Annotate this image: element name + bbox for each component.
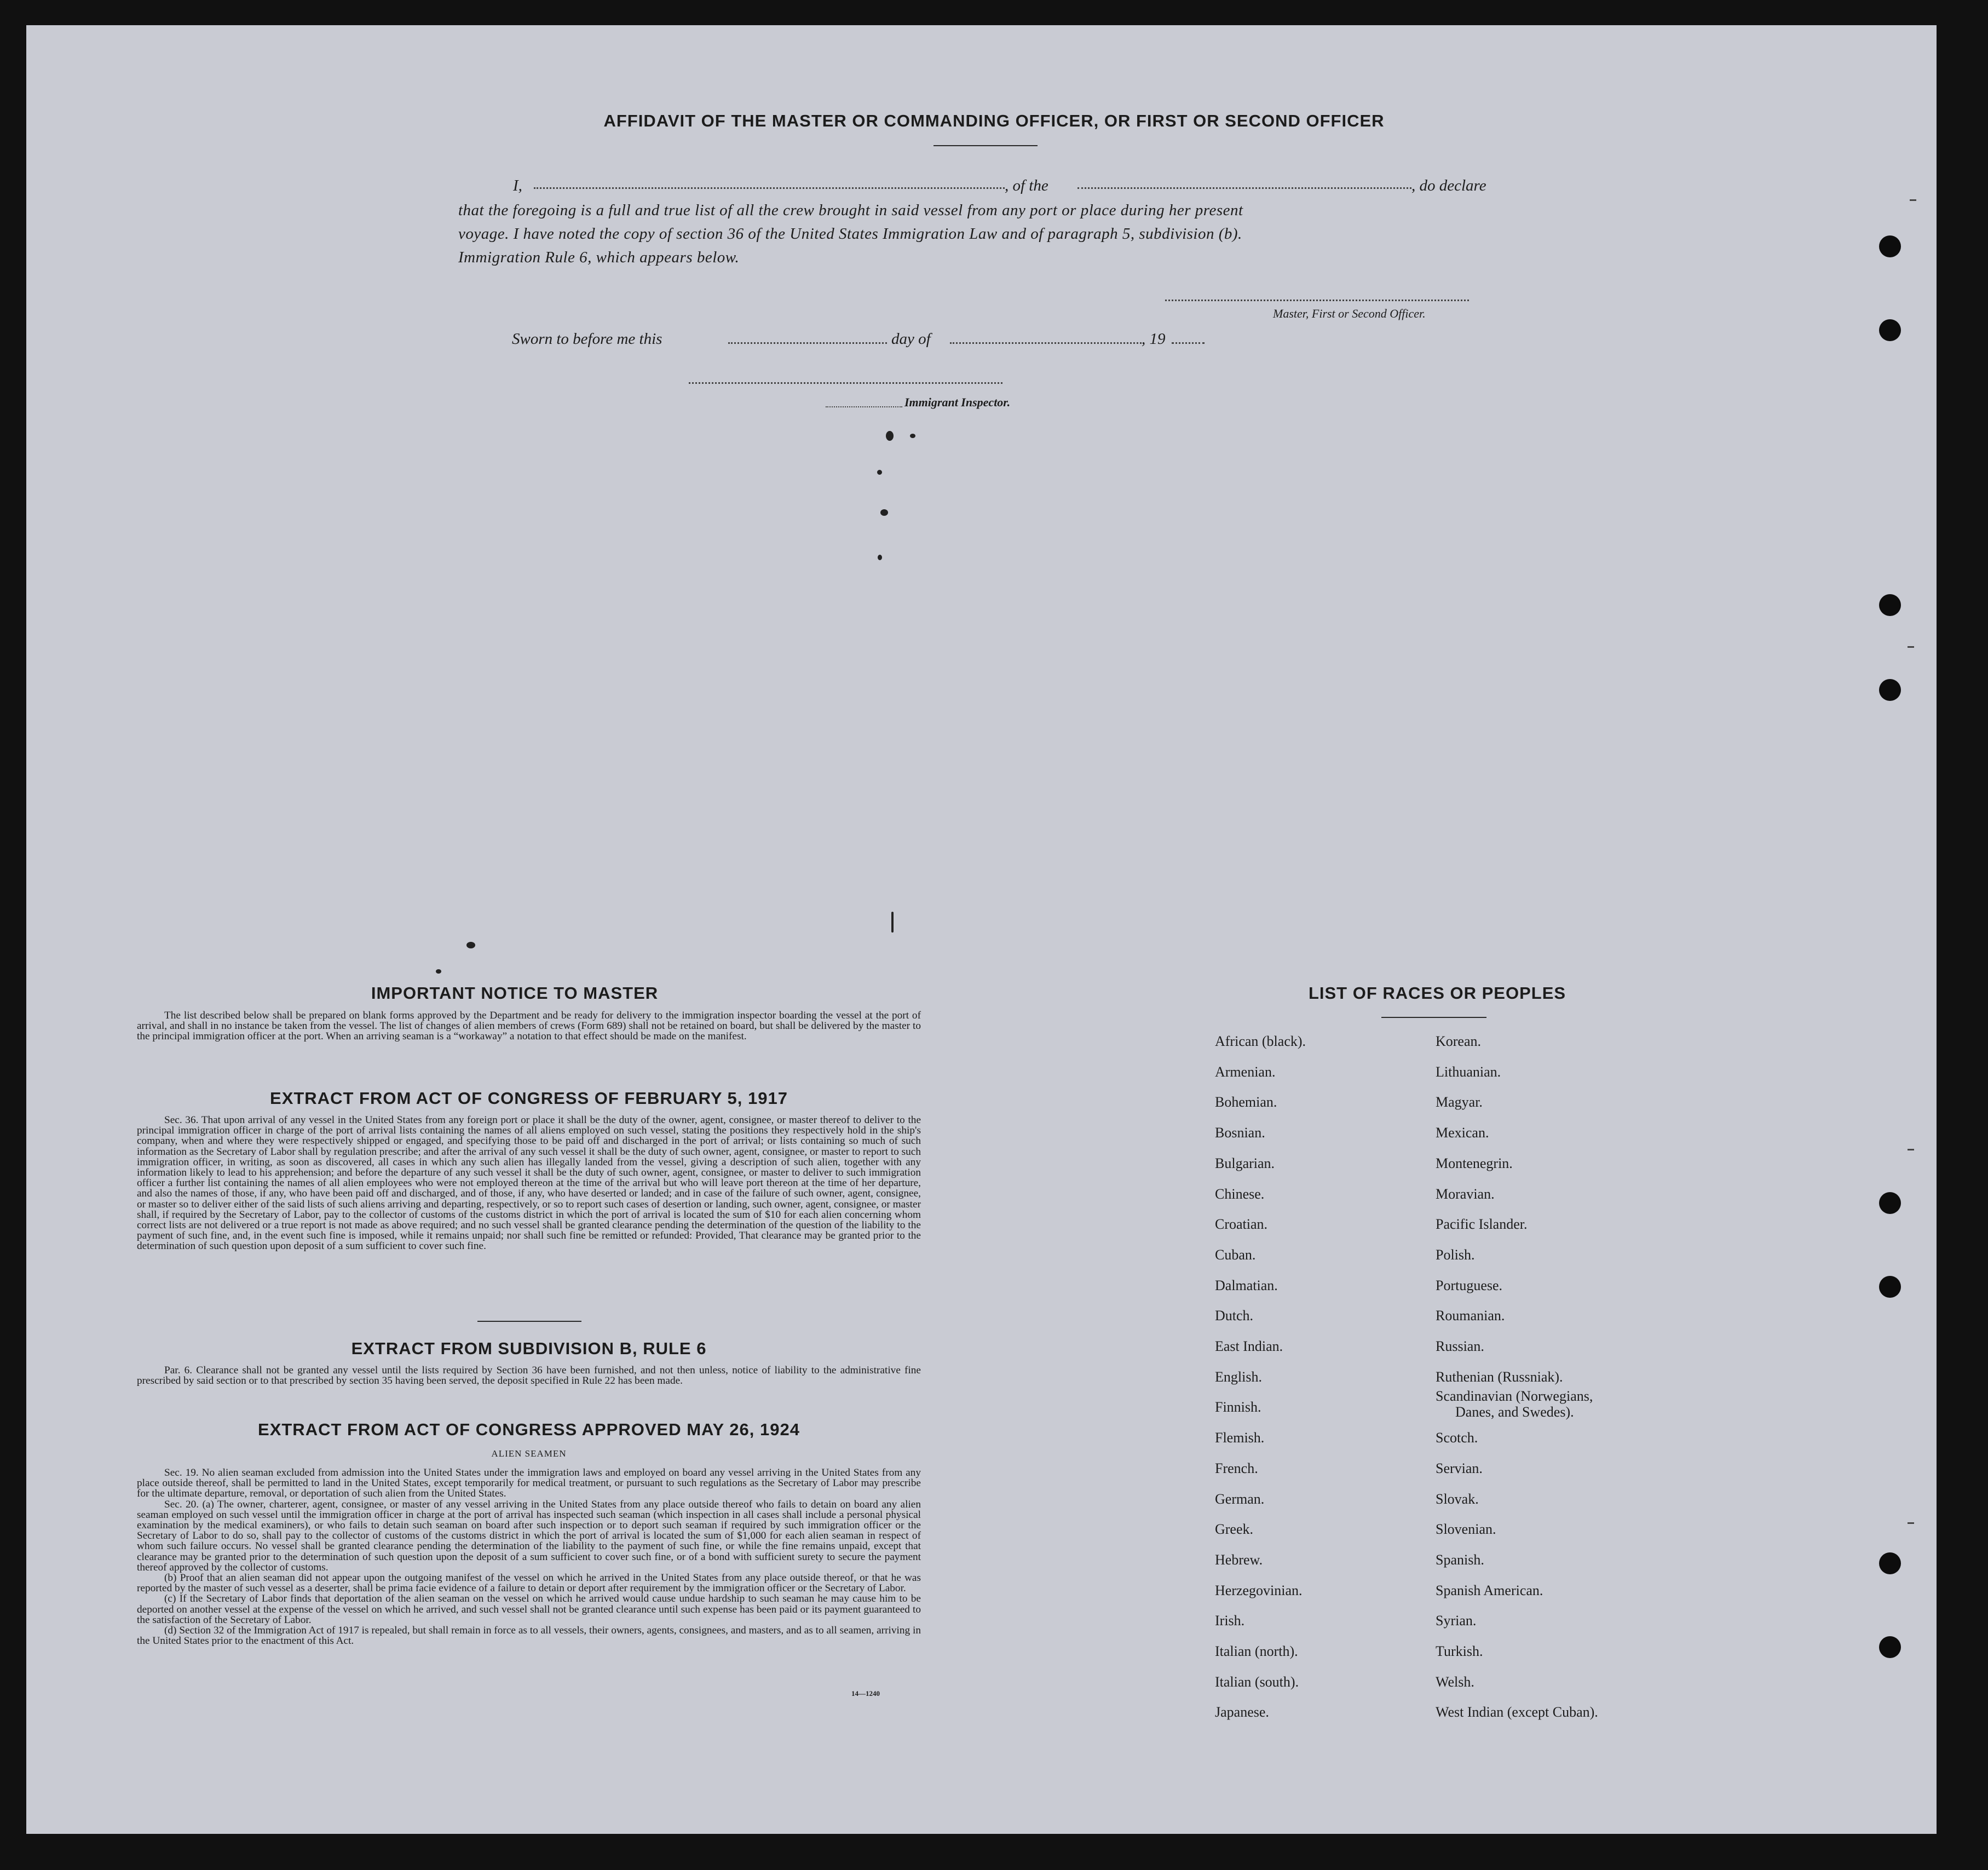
punch-hole (1879, 319, 1901, 341)
punch-hole (1879, 1636, 1901, 1658)
inspector-label: Immigrant Inspector. (904, 395, 1011, 409)
day-of-label: day of (891, 330, 931, 348)
extract-1917-body (137, 1115, 921, 1252)
par-6-paragraph: Par. 6. Clearance shall not be granted any vessel until the lists required by Section 36 have been furnished, and not then unless, notice of liability to the administrative fine prescribed by said section or to that prescribed by section 35 having been served, the deposit specified in Rule 22 has been made. (137, 1365, 921, 1387)
inspector-signature-line[interactable] (689, 382, 1002, 384)
punch-hole (1879, 679, 1901, 701)
sec-20b-paragraph: (b) Proof that an alien seaman did not appear upon the outgoing manifest of the vessel on which he arrived in the United States from any place outside thereof, or that he was reported by the master of such vessel as a deserter, shall be prima facie evidence of a failure to detain or deport after requirement by the immigration officer or the Secretary of Labor. (137, 1572, 921, 1595)
race-entry: Chinese. (1215, 1186, 1265, 1202)
race-entry: Italian (north). (1215, 1643, 1298, 1659)
sec-20a-paragraph: Sec. 20. (a) The owner, charterer, agent, consignee, or master of any vessel arriving in the United States from any place outside thereof who fails to detain on board any alien seaman employed on such vessel until the immigration officer in charge at the port of arrival has inspected such seaman (which inspection in all cases shall include a personal physical examination by the medical examiners), or who fails to detain such seaman on board after such inspection or to deport such seaman if required by such immigration officer or the Secretary of Labor to do so, shall pay to the collector of customs of the customs district in which the port of arrival is located the sum of $1,000 for each alien seaman in respect of whom such failure occurs. No vessel shall be granted clearance pending the determination of the liability to the payment of such fine, or while the fine remains unpaid, except that clearance may be granted prior to the determination of such question upon the deposit of a sum sufficient to cover such fine, or of a bond with sufficient surety to secure the payment thereof approved by the collector of customs. (137, 1498, 921, 1573)
race-entry: German. (1215, 1491, 1265, 1507)
race-entry: Welsh. (1436, 1673, 1474, 1690)
master-signature-label: Master, First or Second Officer. (1273, 307, 1426, 320)
ink-mark (878, 555, 882, 560)
race-entry: Cuban. (1215, 1246, 1256, 1263)
ink-mark (880, 509, 888, 516)
race-entry: Pacific Islander. (1436, 1216, 1528, 1233)
master-signature-line[interactable] (1165, 300, 1469, 301)
sec-20d-paragraph: (d) Section 32 of the Immigration Act of 1917 is repealed, but shall remain in force as to all vessels, their owners, agents, consignees, and masters, and as to all seamen, arriving in the United States prior to the enactment of this Act. (137, 1625, 921, 1647)
race-entry: Lithuanian. (1436, 1063, 1501, 1080)
race-entry: Armenian. (1215, 1063, 1276, 1080)
ink-mark (886, 431, 894, 441)
race-entry: Hebrew. (1215, 1551, 1263, 1568)
race-entry: Italian (south). (1215, 1673, 1299, 1690)
ink-mark (910, 434, 915, 438)
race-entry: Syrian. (1436, 1613, 1477, 1629)
extract-rule6-title: EXTRACT FROM SUBDIVISION B, RULE 6 (351, 1339, 707, 1358)
edge-mark (1908, 1149, 1914, 1150)
race-entry: Croatian. (1215, 1216, 1268, 1233)
extract-1924-body (137, 1468, 921, 1646)
affidavit-i: I, (513, 177, 522, 194)
affidavit-line-4: Immigration Rule 6, which appears below. (458, 249, 740, 266)
ink-mark (436, 969, 441, 974)
race-entry: Korean. (1436, 1033, 1482, 1049)
edge-mark (1908, 1522, 1914, 1524)
race-entry: African (black). (1215, 1033, 1306, 1049)
race-entry: Bulgarian. (1215, 1155, 1275, 1171)
ink-mark (877, 470, 882, 475)
race-entry: Scandinavian (Norwegians, (1436, 1388, 1593, 1405)
race-entry: Herzegovinian. (1215, 1582, 1303, 1598)
race-entry: Polish. (1436, 1246, 1475, 1263)
race-entry-continuation: Danes, and Swedes). (1455, 1404, 1574, 1420)
edge-mark (1908, 646, 1914, 648)
race-entry: French. (1215, 1460, 1258, 1476)
ink-mark (466, 942, 475, 948)
extract-rule6-body (137, 1365, 921, 1386)
year-label: , 19 (1142, 330, 1166, 348)
sworn-year-blank[interactable] (1172, 342, 1205, 344)
title-underline (934, 145, 1038, 146)
extract-1924-title: EXTRACT FROM ACT OF CONGRESS APPROVED MAY 26, 1924 (258, 1420, 800, 1439)
race-entry: Servian. (1436, 1460, 1483, 1476)
race-entry: Japanese. (1215, 1704, 1269, 1721)
affidavit-of-the: , of the (1005, 177, 1048, 194)
races-title: LIST OF RACES OR PEOPLES (1308, 983, 1566, 1003)
affidavit-line-3: voyage. I have noted the copy of section 36 of the United States Immigration Law and of paragraph 5, subdivision (b). (458, 225, 1242, 243)
race-entry: Bosnian. (1215, 1125, 1265, 1141)
race-entry: Turkish. (1436, 1643, 1483, 1659)
punch-hole (1879, 235, 1901, 257)
race-entry: Magyar. (1436, 1094, 1483, 1111)
edge-mark (1910, 199, 1916, 201)
sec-20c-paragraph: (c) If the Secretary of Labor finds that deportation of the alien seaman on the vessel on which he arrived would cause undue hardship to such seaman he may cause him to be deported on another vessel at the expense of the vessel on which he arrived, and such vessel shall not be granted clearance until such expense has been paid or its payment guaranteed to the satisfaction of the Secretary of Labor. (137, 1593, 921, 1626)
notice-title: IMPORTANT NOTICE TO MASTER (371, 983, 659, 1003)
race-entry: English. (1215, 1368, 1262, 1385)
race-entry: Greek. (1215, 1521, 1254, 1538)
punch-hole (1879, 1276, 1901, 1298)
affidavit-title: AFFIDAVIT OF THE MASTER OR COMMANDING OFFICER, OR FIRST OR SECOND OFFICER (603, 111, 1385, 130)
race-entry: Spanish American. (1436, 1582, 1543, 1598)
races-title-underline (1381, 1017, 1486, 1018)
race-entry: Roumanian. (1436, 1308, 1505, 1324)
race-entry: Slovak. (1436, 1491, 1479, 1507)
section-36-paragraph: Sec. 36. That upon arrival of any vessel in the United States from any foreign port or place it shall be the duty of the owner, agent, consignee, or master thereof to deliver to the principal immigration officer in charge of the port of arrival lists containing the names of all aliens employed on such vessel, stating the positions they respectively hold in the ship's company, when and where they were respectively shipped or engaged, and specifying those to be paid off and discharged in the port of arrival; or lists containing so much of such information as the Secretary of Labor shall by regulation prescribe; and after the arrival of any such vessel it shall be the duty of such owner, agent, consignee, or master to report to such immigration officer, in writing, as soon as discovered, all cases in which any such alien has illegally landed from the vessel, giving a description of such alien, together with any information likely to lead to his apprehension; and before the departure of any such vessel it shall be the duty of such owner, agent, consignee, or master to deliver to such immigration officer a further list containing the names of all alien employees who were not employed thereon at the time of the arrival but who will leave port thereon at the time of her departure, and also the names of those, if any, who have been paid off and discharged, and of those, if any, who have deserted or landed; and in case of the failure of such owner, agent, consignee, or master so to deliver either of the said lists of such aliens arriving and departing, respectively, or so to report such cases of desertion or landing, such owner, agent, consignee, or master shall, if required by the Secretary of Labor, pay to the collector of customs of the customs district in which the port of arrival is located the sum of $10 for each alien concerning whom correct lists are not delivered or a true report is not made as above required; and no such vessel shall be granted clearance pending the determination of the question of the liability to the payment of such fine, and, in the event such fine is imposed, while it remains unpaid; nor shall such fine be remitted or refunded: Provided, That clearance may be granted prior to the determination of such question upon deposit of a sum sufficient to cover such fine. (137, 1114, 921, 1252)
race-entry: West Indian (except Cuban). (1436, 1704, 1598, 1721)
alien-seamen-subtitle: ALIEN SEAMEN (491, 1448, 567, 1459)
race-entry: Montenegrin. (1436, 1155, 1513, 1171)
sworn-day-blank[interactable] (728, 342, 887, 344)
race-entry: Slovenian. (1436, 1521, 1496, 1538)
race-entry: Portuguese. (1436, 1277, 1503, 1293)
vessel-blank[interactable] (1077, 187, 1411, 189)
sworn-label: Sworn to before me this (512, 330, 662, 348)
notice-paragraph: The list described below shall be prepared on blank forms approved by the Department and be ready for delivery to the immigration inspector boarding the vessel at the port of arrival, and shall in no instance be taken from the vessel. The list of changes of alien members of crews (Form 689) shall not be retained on board, but shall be delivered by the master to the principal immigration officer at the port. When an arriving seaman is a “workaway” a notation to that effect should be made on the manifest. (137, 1010, 921, 1043)
race-entry: Moravian. (1436, 1186, 1495, 1202)
sec-19-paragraph: Sec. 19. No alien seaman excluded from admission into the United States under the immigration laws and employed on board any vessel arriving in the United States from any place outside thereof, shall be permitted to land in the United States, except temporarily for medical treatment, or pursuant to such regulations as the Secretary of Labor may prescribe for the ultimate departure, removal, or deportation of such alien from the United States. (137, 1467, 921, 1500)
punch-hole (1879, 1192, 1901, 1214)
notice-body (137, 1010, 921, 1042)
race-entry: Dalmatian. (1215, 1277, 1278, 1293)
race-entry: East Indian. (1215, 1338, 1283, 1354)
race-entry: Bohemian. (1215, 1094, 1277, 1111)
punch-hole (1879, 1552, 1901, 1574)
affidavit-do-declare: , do declare (1411, 177, 1486, 194)
extract-1917-end-rule (477, 1321, 581, 1322)
inspector-signature-line-short (826, 406, 902, 407)
race-entry: Irish. (1215, 1613, 1245, 1629)
extract-1917-title: EXTRACT FROM ACT OF CONGRESS OF FEBRUARY 5, 1917 (270, 1089, 788, 1108)
race-entry: Scotch. (1436, 1430, 1478, 1446)
race-entry: Ruthenian (Russniak). (1436, 1368, 1563, 1385)
race-entry: Mexican. (1436, 1125, 1489, 1141)
race-entry: Flemish. (1215, 1430, 1265, 1446)
sworn-month-blank[interactable] (950, 342, 1142, 344)
name-blank[interactable] (534, 187, 1005, 189)
race-entry: Finnish. (1215, 1399, 1261, 1416)
punch-hole (1879, 594, 1901, 616)
ink-mark (891, 912, 894, 933)
race-entry: Russian. (1436, 1338, 1484, 1354)
race-entry: Dutch. (1215, 1308, 1254, 1324)
form-number: 14—1240 (851, 1689, 880, 1698)
affidavit-line-2: that the foregoing is a full and true list of all the crew brought in said vessel from any port or place during her present (458, 202, 1243, 219)
race-entry: Spanish. (1436, 1551, 1484, 1568)
